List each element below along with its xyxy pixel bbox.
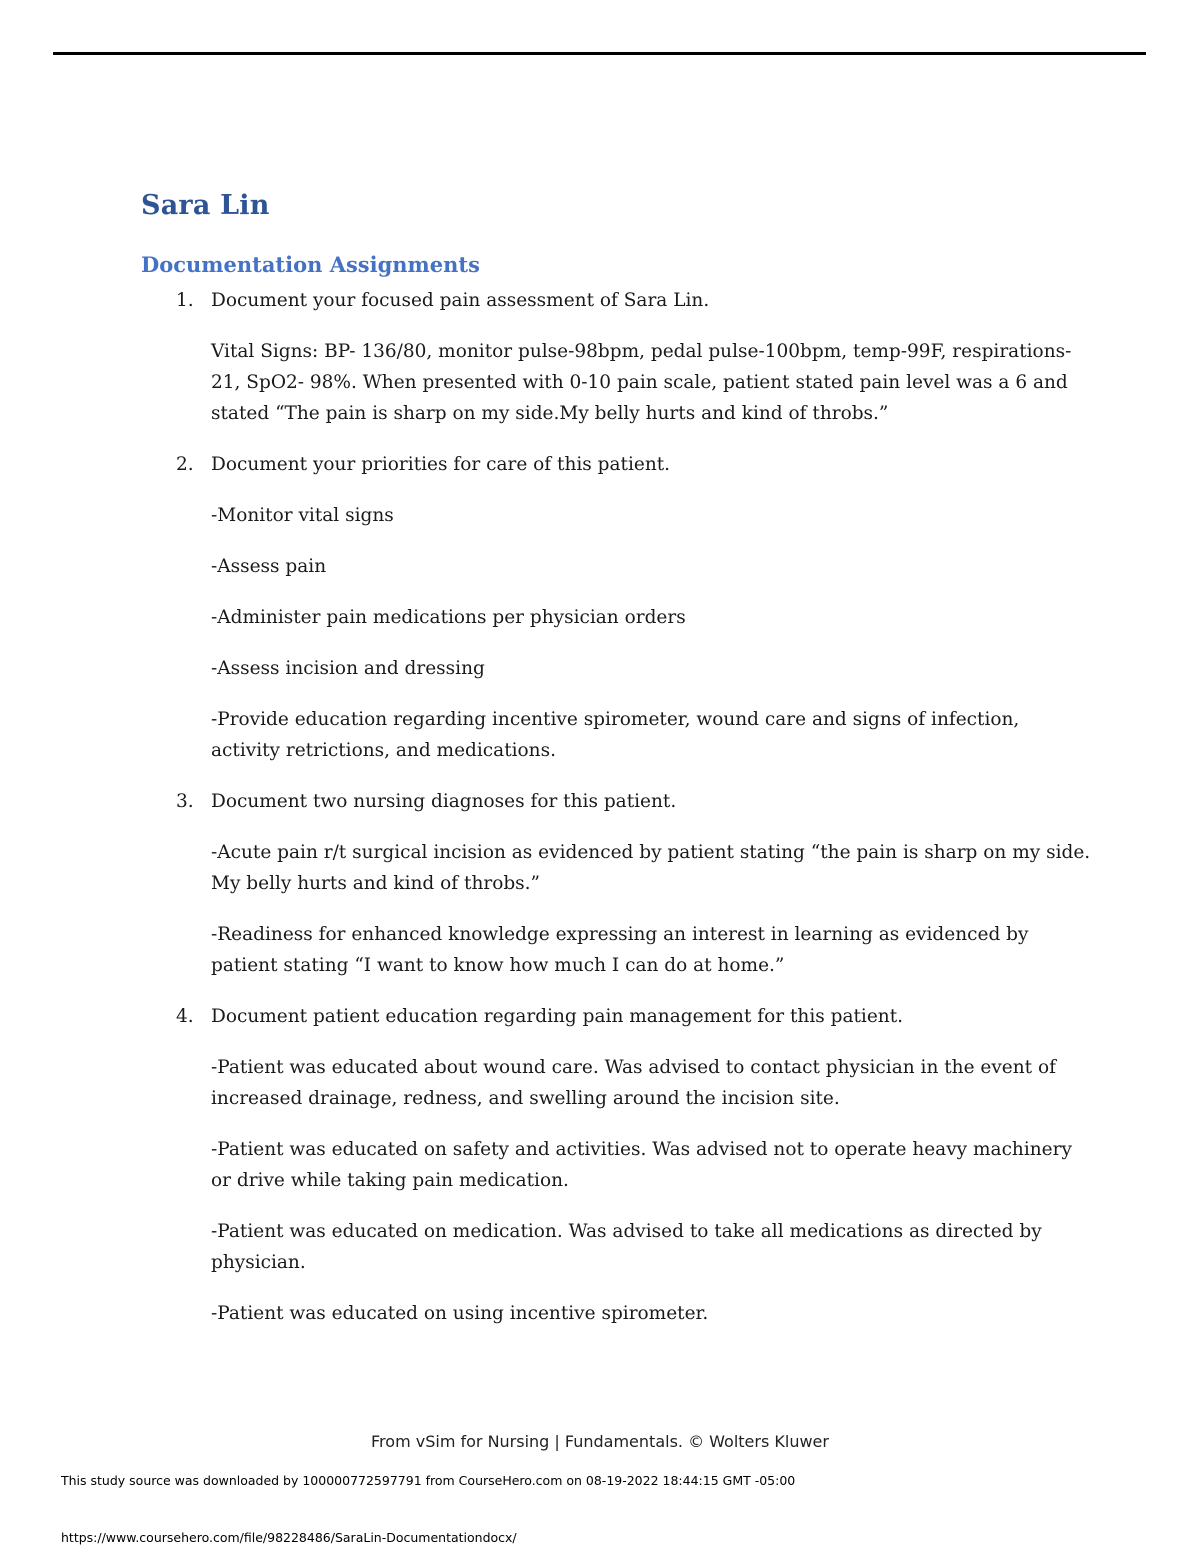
item-question: Document your focused pain assessment of Sara Lin. — [211, 290, 710, 311]
source-url[interactable]: https://www.coursehero.com/file/98228486/SaraLin-Documentationdocx/ — [61, 1530, 517, 1545]
footer-brand: From vSim for Nursing | Fundamentals. © Wolters Kluwer — [371, 1432, 829, 1451]
item-paragraph: -Assess pain — [211, 556, 327, 577]
section-heading: Documentation Assignments — [141, 252, 480, 277]
download-source-note: This study source was downloaded by 100000772597791 from CourseHero.com on 08-19-2022 18:44:15 GMT -05:00 — [61, 1473, 796, 1488]
assignment-item — [141, 285, 1091, 429]
item-number: 4. — [176, 1006, 194, 1027]
item-number: 2. — [176, 454, 194, 475]
page-title: Sara Lin — [141, 190, 270, 221]
item-paragraph: -Patient was educated on medication. Was advised to take all medications as directed by physician. — [211, 1221, 1042, 1273]
header-rule — [53, 52, 1146, 55]
item-paragraph: -Patient was educated about wound care. Was advised to contact physician in the event of increased drainage, redness, and swelling around the incision site. — [211, 1057, 1056, 1109]
assignment-item — [141, 786, 1091, 981]
item-paragraph: -Monitor vital signs — [211, 505, 394, 526]
item-question: Document two nursing diagnoses for this patient. — [211, 791, 677, 812]
item-paragraph: -Assess incision and dressing — [211, 658, 485, 679]
item-paragraph: Vital Signs: BP- 136/80, monitor pulse-98bpm, pedal pulse-100bpm, temp-99F, respirations- 21, SpO2- 98%. When presented with 0-10 pain scale, patient stated pain level was a 6 and stated “The pain is sharp on my side.My belly hurts and kind of throbs.” — [211, 341, 1072, 424]
item-paragraph: -Patient was educated on safety and activities. Was advised not to operate heavy machinery or drive while taking pain medication. — [211, 1139, 1072, 1191]
item-paragraph: -Patient was educated on using incentive spirometer. — [211, 1303, 709, 1324]
item-paragraph: -Acute pain r/t surgical incision as evidenced by patient stating “the pain is sharp on my side. My belly hurts and kind of throbs.” — [211, 842, 1091, 894]
item-paragraph: -Readiness for enhanced knowledge expressing an interest in learning as evidenced by patient stating “I want to know how much I can do at home.” — [211, 924, 1029, 976]
assignment-item — [141, 449, 1091, 766]
item-number: 1. — [176, 290, 194, 311]
item-paragraph: -Provide education regarding incentive spirometer, wound care and signs of infection, activity retrictions, and medications. — [211, 709, 1020, 761]
item-paragraph: -Administer pain medications per physician orders — [211, 607, 686, 628]
item-question: Document your priorities for care of this patient. — [211, 454, 671, 475]
item-question: Document patient education regarding pain management for this patient. — [211, 1006, 904, 1027]
assignment-item — [141, 1001, 1091, 1329]
item-number: 3. — [176, 791, 194, 812]
assignment-list — [141, 285, 1091, 1349]
